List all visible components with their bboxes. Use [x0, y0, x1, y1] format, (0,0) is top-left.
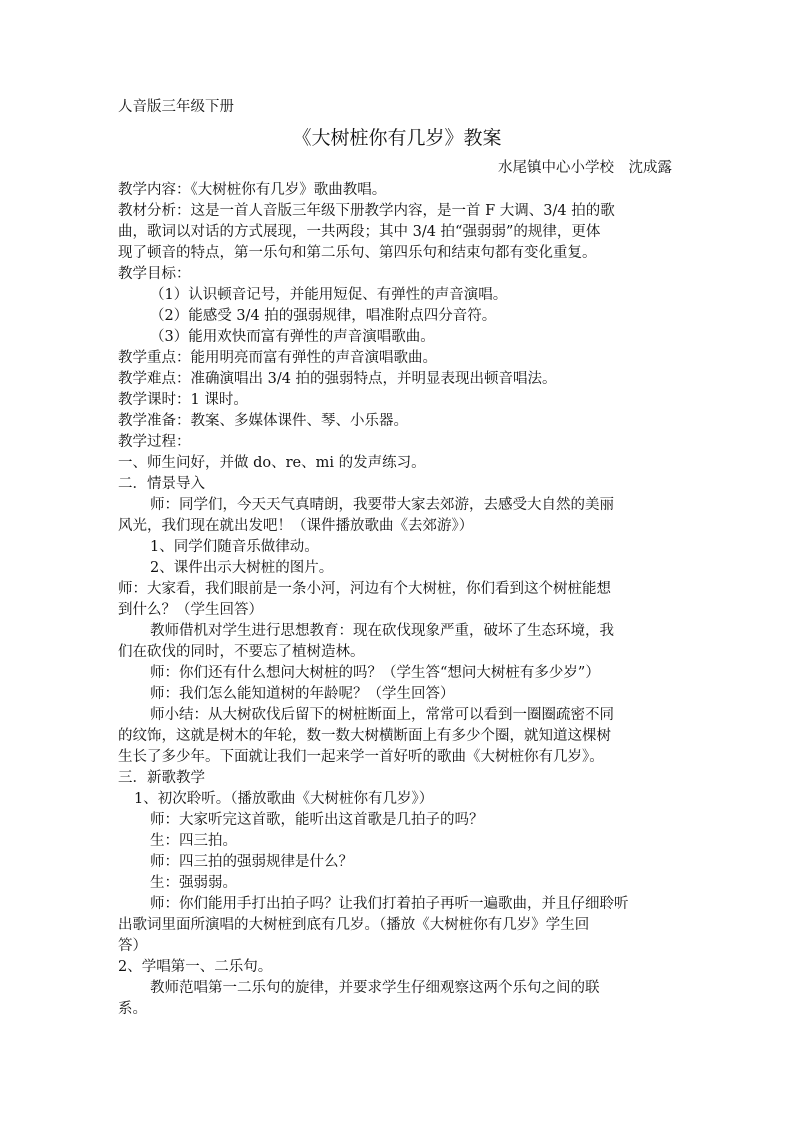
text-line: 答） — [118, 938, 147, 954]
text-line: 师小结：从大树砍伐后留下的树桩断面上，常常可以看到一圈圈疏密不同 — [150, 707, 614, 723]
text-line: 教学准备：教案、多媒体课件、琴、小乐器。 — [118, 413, 408, 429]
text-line: 教学难点：准确演唱出 3/4 拍的强弱特点，并明显表现出顿音唱法。 — [118, 371, 557, 387]
text-line: 1、同学们随音乐做律动。 — [150, 539, 319, 555]
text-line: 教学过程： — [118, 434, 191, 450]
text-line: 生：四三拍。 — [150, 833, 237, 849]
text-line: 师：同学们，今天天气真晴朗，我要带大家去郊游，去感受大自然的美丽 — [150, 497, 614, 513]
doc-author: 水尾镇中心小学校 沈成露 — [498, 160, 672, 176]
text-line: 教师范唱第一二乐句的旋律，并要求学生仔细观察这两个乐句之间的联 — [150, 980, 600, 996]
text-line: 师：四三拍的强弱规律是什么？ — [150, 854, 353, 870]
text-line: 师：你们还有什么想问大树桩的吗？（学生答“想问大树桩有多少岁”） — [150, 665, 600, 681]
doc-header: 人音版三年级下册 — [118, 99, 234, 115]
text-line: 们在砍伐的同时，不要忘了植树造林。 — [118, 644, 365, 660]
text-line: 1、初次聆听。（播放歌曲《大树桩你有几岁》） — [134, 791, 434, 807]
text-line: 教学目标： — [118, 266, 191, 282]
text-line: 2、学唱第一、二乐句。 — [118, 959, 273, 975]
text-line: 师：你们能用手打出拍子吗？让我们打着拍子再听一遍歌曲，并且仔细聆听 — [150, 896, 629, 912]
text-line: 2、课件出示大树桩的图片。 — [150, 560, 334, 576]
text-line: 到什么？（学生回答） — [118, 602, 263, 618]
text-line: 出歌词里面所演唱的大树桩到底有几岁。（播放《大树桩你有几岁》学生回 — [118, 917, 590, 933]
text-line: 的纹饰，这就是树木的年轮，数一数大树横断面上有多少个圈，就知道这棵树 — [118, 728, 611, 744]
text-line: 生长了多少年。下面就让我们一起来学一首好听的歌曲《大树桩你有几岁》。 — [118, 749, 604, 765]
text-line: 教学重点：能用明亮而富有弹性的声音演唱歌曲。 — [118, 350, 437, 366]
text-line: （2）能感受 3/4 拍的强弱规律，唱准附点四分音符。 — [150, 308, 497, 324]
text-line: 师：大家看，我们眼前是一条小河，河边有个大树桩，你们看到这个树桩能想 — [118, 581, 611, 597]
text-line: 风光，我们现在就出发吧！（课件播放歌曲《去郊游》） — [118, 518, 474, 534]
text-line: （3）能用欢快而富有弹性的声音演唱歌曲。 — [150, 329, 435, 345]
text-line: 教学课时：1 课时。 — [118, 392, 248, 408]
doc-title: 《大树桩你有几岁》教案 — [292, 127, 502, 149]
section-heading: 二．情景导入 — [118, 476, 205, 492]
text-line: （1）认识顿音记号，并能用短促、有弹性的声音演唱。 — [150, 287, 508, 303]
text-line: 系。 — [118, 1001, 147, 1017]
text-line: 一、师生问好，并做 do、re、mi 的发声练习。 — [118, 455, 426, 471]
text-line: 曲，歌词以对话的方式展现，一共两段；其中 3/4 拍“强弱弱”的规律，更体 — [118, 224, 601, 240]
text-line: 教师借机对学生进行思想教育：现在砍伐现象严重，破坏了生态环境，我 — [150, 623, 614, 639]
section-heading: 三．新歌教学 — [118, 770, 205, 786]
text-line: 师：大家听完这首歌，能听出这首歌是几拍子的吗？ — [150, 812, 484, 828]
text-line: 教学内容：《大树桩你有几岁》歌曲教唱。 — [118, 182, 387, 198]
text-line: 师：我们怎么能知道树的年龄呢？（学生回答） — [150, 686, 455, 702]
text-line: 教材分析：这是一首人音版三年级下册教学内容，是一首 F 大调、3/4 拍的歌 — [118, 203, 615, 219]
text-line: 生：强弱弱。 — [150, 875, 237, 891]
text-line: 现了顿音的特点，第一乐句和第二乐句、第四乐句和结束句都有变化重复。 — [118, 245, 597, 261]
